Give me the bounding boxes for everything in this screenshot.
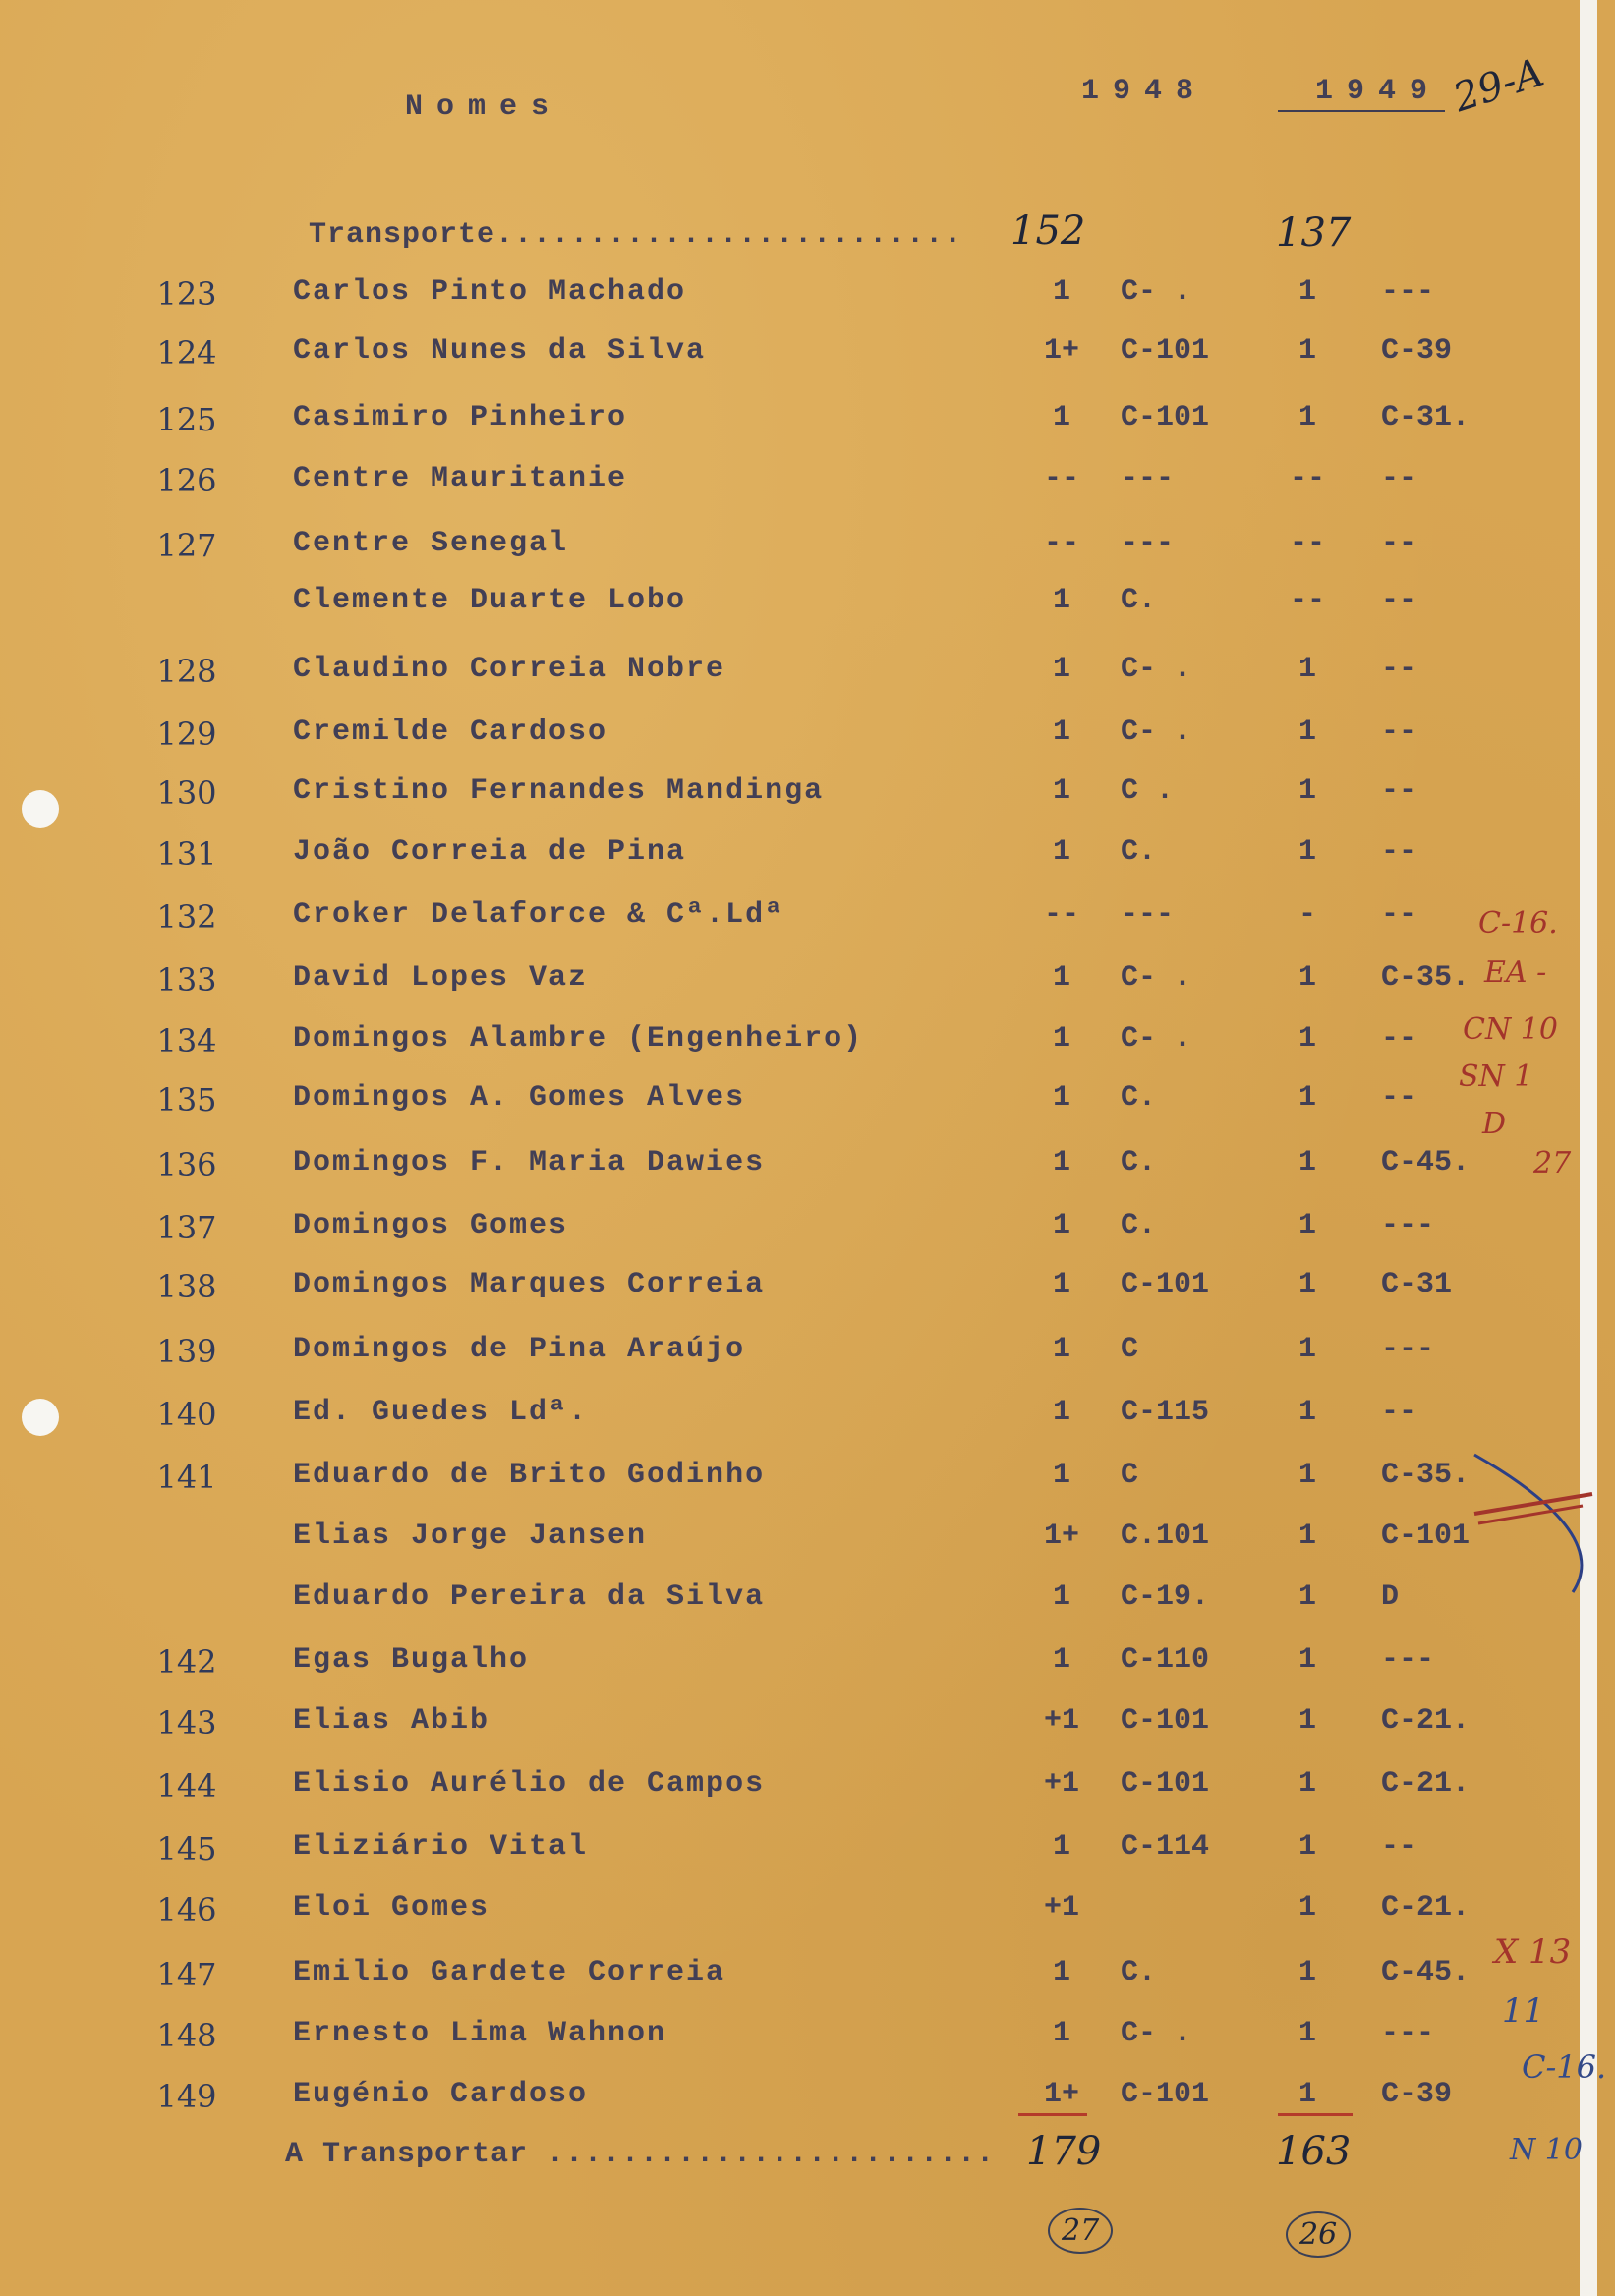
code-1948: C. (1121, 1081, 1157, 1115)
code-1948: C. (1121, 1209, 1157, 1242)
count-1949: 1 (1298, 275, 1316, 309)
code-1948: C-115 (1121, 1396, 1210, 1429)
code-1948: C-101 (1121, 2078, 1210, 2111)
count-1949: 1 (1298, 401, 1316, 434)
code-1949: C-35. (1381, 1459, 1471, 1492)
code-1949: --- (1381, 1333, 1435, 1366)
entry-number: 124 (156, 334, 217, 372)
count-1949: 1 (1298, 716, 1316, 749)
entry-number: 134 (156, 1022, 217, 1060)
count-1949: 1 (1298, 1830, 1316, 1864)
count-1949: 1 (1298, 1459, 1316, 1492)
count-1948: 1 (1052, 1268, 1070, 1301)
count-1948: 1 (1052, 1209, 1070, 1242)
code-1949: C-31 (1381, 1268, 1453, 1301)
entry-number: 123 (156, 275, 217, 313)
entry-name: Clemente Duarte Lobo (293, 584, 687, 617)
code-1948: C- . (1121, 716, 1192, 749)
margin-note-7: X 13 (1494, 1932, 1572, 1972)
count-1948: 1 (1052, 1830, 1070, 1864)
entry-name: Ernesto Lima Wahnon (293, 2017, 667, 2050)
entry-name: Egas Bugalho (293, 1643, 530, 1677)
count-1948: 1 (1052, 961, 1070, 995)
count-1949: 1 (1298, 653, 1316, 686)
count-1949: -- (1289, 527, 1325, 560)
entry-name: Croker Delaforce & Cª.Ldª (293, 898, 785, 932)
code-1948: C- . (1121, 275, 1192, 309)
code-1948: C-110 (1121, 1643, 1210, 1677)
code-1949: D (1381, 1580, 1400, 1614)
code-1949: C-45. (1381, 1956, 1471, 1989)
count-1949: 1 (1298, 1704, 1316, 1738)
entry-number: 129 (156, 716, 217, 753)
entry-name: Carlos Nunes da Silva (293, 334, 707, 368)
entry-name: Elias Jorge Jansen (293, 1520, 648, 1553)
entry-number: 130 (156, 775, 217, 812)
entry-name: Carlos Pinto Machado (293, 275, 687, 309)
count-1949: 1 (1298, 961, 1316, 995)
code-1948: C-114 (1121, 1830, 1210, 1864)
entry-name: João Correia de Pina (293, 835, 687, 869)
count-1949: 1 (1298, 334, 1316, 368)
count-1948: -- (1043, 462, 1079, 495)
count-1949: 1 (1298, 1022, 1316, 1056)
count-1948: -- (1043, 527, 1079, 560)
entry-number: 143 (156, 1704, 217, 1742)
code-1949: C-101 (1381, 1520, 1471, 1553)
entry-number: 136 (156, 1146, 217, 1183)
code-1949: -- (1381, 716, 1417, 749)
count-1949: - (1298, 898, 1316, 932)
entry-number: 145 (156, 1830, 217, 1867)
code-1949: -- (1381, 584, 1417, 617)
entry-name: Domingos Marques Correia (293, 1268, 766, 1301)
page-mark-2: 26 (1286, 2211, 1351, 2258)
entry-name: Casimiro Pinheiro (293, 401, 628, 434)
count-1949: 1 (1298, 1643, 1316, 1677)
entry-name: Domingos A. Gomes Alves (293, 1081, 746, 1115)
count-1948: 1 (1052, 1022, 1070, 1056)
count-1948: 1 (1052, 1333, 1070, 1366)
entry-name: Elias Abib (293, 1704, 490, 1738)
entry-number: 127 (156, 527, 217, 564)
margin-note-10: N 10 (1510, 2133, 1583, 2167)
count-1948: 1 (1052, 401, 1070, 434)
entry-name: David Lopes Vaz (293, 961, 589, 995)
entry-name: Domingos F. Maria Dawies (293, 1146, 766, 1179)
entry-number: 146 (156, 1891, 217, 1928)
entry-number: 140 (156, 1396, 217, 1433)
entry-name: Cristino Fernandes Mandinga (293, 775, 825, 808)
code-1949: -- (1381, 1396, 1417, 1429)
count-1949: 1 (1298, 1333, 1316, 1366)
code-1948: C. (1121, 584, 1157, 617)
margin-note-3: CN 10 (1463, 1012, 1558, 1047)
entry-name: Elisio Aurélio de Campos (293, 1767, 766, 1801)
code-1949: C-21. (1381, 1767, 1471, 1801)
count-1948: +1 (1043, 1891, 1079, 1924)
code-1948: --- (1121, 898, 1175, 932)
code-1949: -- (1381, 462, 1417, 495)
code-1949: C-45. (1381, 1146, 1471, 1179)
entry-number: 142 (156, 1643, 217, 1681)
entry-number: 144 (156, 1767, 217, 1805)
entry-number: 126 (156, 462, 217, 499)
code-1948: C- . (1121, 1022, 1192, 1056)
code-1949: -- (1381, 1081, 1417, 1115)
count-1948: 1 (1052, 1956, 1070, 1989)
count-1948: 1 (1052, 653, 1070, 686)
count-1948: 1 (1052, 1146, 1070, 1179)
count-1949: 1 (1298, 835, 1316, 869)
entry-number: 125 (156, 401, 217, 438)
entry-number: 138 (156, 1268, 217, 1305)
code-1949: --- (1381, 275, 1435, 309)
code-1949: -- (1381, 775, 1417, 808)
margin-note-6: 27 (1533, 1146, 1572, 1180)
code-1948: --- (1121, 527, 1175, 560)
code-1948: C-101 (1121, 401, 1210, 434)
code-1948: C. (1121, 835, 1157, 869)
code-1949: C-39 (1381, 334, 1453, 368)
count-1949: -- (1289, 584, 1325, 617)
entry-number: 148 (156, 2017, 217, 2054)
code-1949: -- (1381, 898, 1417, 932)
entry-name: Emilio Gardete Correia (293, 1956, 726, 1989)
count-1948: 1 (1052, 1580, 1070, 1614)
code-1948: C-101 (1121, 1704, 1210, 1738)
count-1948: 1 (1052, 584, 1070, 617)
code-1949: -- (1381, 1022, 1417, 1056)
code-1949: C-21. (1381, 1891, 1471, 1924)
count-1949: 1 (1298, 1956, 1316, 1989)
header-year-1949: 1949 (1315, 75, 1442, 108)
count-1948: 1 (1052, 2017, 1070, 2050)
code-1948: C- . (1121, 2017, 1192, 2050)
count-1948: 1+ (1043, 334, 1079, 368)
code-1949: C-21. (1381, 1704, 1471, 1738)
margin-note-2: EA - (1484, 955, 1547, 990)
code-1949: C-39 (1381, 2078, 1453, 2111)
count-1948: 1 (1052, 775, 1070, 808)
count-1949: 1 (1298, 1268, 1316, 1301)
margin-note-9: C-16. (1522, 2048, 1607, 2086)
entry-name: Centre Senegal (293, 527, 569, 560)
code-1948: C. (1121, 1956, 1157, 1989)
count-1948: 1+ (1043, 1520, 1079, 1553)
code-1949: -- (1381, 653, 1417, 686)
code-1948: C-101 (1121, 334, 1210, 368)
corner-note: 29-A (1448, 49, 1550, 122)
entry-number: 147 (156, 1956, 217, 1993)
code-1948: C . (1121, 775, 1175, 808)
code-1949: --- (1381, 1209, 1435, 1242)
margin-note-5: D (1482, 1107, 1507, 1141)
count-1949: 1 (1298, 775, 1316, 808)
code-1949: --- (1381, 1643, 1435, 1677)
entry-name: Ed. Guedes Ldª. (293, 1396, 589, 1429)
count-1948: 1 (1052, 275, 1070, 309)
code-1949: -- (1381, 835, 1417, 869)
code-1949: --- (1381, 2017, 1435, 2050)
entry-number: 133 (156, 961, 217, 999)
entry-number: 141 (156, 1459, 217, 1496)
entry-name: Cremilde Cardoso (293, 716, 608, 749)
transport-total-1948: 152 (1010, 208, 1086, 254)
count-1948: 1 (1052, 1396, 1070, 1429)
count-1948: 1 (1052, 1081, 1070, 1115)
code-1948: C (1121, 1459, 1139, 1492)
code-1949: C-31. (1381, 401, 1471, 434)
entry-number: 139 (156, 1333, 217, 1370)
code-1948: C- . (1121, 653, 1192, 686)
count-1948: +1 (1043, 1767, 1079, 1801)
footer-label: A Transportar ........................ (285, 2138, 996, 2171)
entry-number: 131 (156, 835, 217, 873)
count-1949: 1 (1298, 1396, 1316, 1429)
count-1949: -- (1289, 462, 1325, 495)
code-1948: C-19. (1121, 1580, 1210, 1614)
header-year-1948: 1948 (1081, 75, 1208, 108)
count-1948: 1 (1052, 1643, 1070, 1677)
footer-total-1949: 163 (1276, 2129, 1352, 2174)
entry-name: Eliziário Vital (293, 1830, 589, 1864)
count-1949: 1 (1298, 1580, 1316, 1614)
entry-number: 132 (156, 898, 217, 936)
entry-name: Domingos Alambre (Engenheiro) (293, 1022, 864, 1056)
count-1949: 1 (1298, 2017, 1316, 2050)
count-1949: 1 (1298, 1891, 1316, 1924)
page-mark-1: 27 (1048, 2208, 1113, 2254)
margin-note-4: SN 1 (1459, 1060, 1533, 1094)
entry-number: 128 (156, 653, 217, 690)
transport-label: Transporte......................... (309, 218, 963, 252)
code-1949: C-35. (1381, 961, 1471, 995)
code-1948: C.101 (1121, 1520, 1210, 1553)
margin-note-1: C-16. (1478, 906, 1558, 941)
code-1948: C-101 (1121, 1767, 1210, 1801)
header-names: Nomes (405, 90, 563, 124)
count-1949: 1 (1298, 2078, 1316, 2111)
footer-total-1948: 179 (1026, 2129, 1102, 2174)
entry-number: 135 (156, 1081, 217, 1119)
count-1948: 1 (1052, 716, 1070, 749)
entry-name: Claudino Correia Nobre (293, 653, 726, 686)
count-1948: -- (1043, 898, 1079, 932)
count-1949: 1 (1298, 1146, 1316, 1179)
margin-note-8: 11 (1502, 1991, 1545, 2031)
entry-name: Eduardo de Brito Godinho (293, 1459, 766, 1492)
code-1949: -- (1381, 1830, 1417, 1864)
count-1949: 1 (1298, 1081, 1316, 1115)
code-1948: C. (1121, 1146, 1157, 1179)
count-1948: 1+ (1043, 2078, 1079, 2111)
code-1949: -- (1381, 527, 1417, 560)
entry-name: Centre Mauritanie (293, 462, 628, 495)
count-1948: +1 (1043, 1704, 1079, 1738)
count-1948: 1 (1052, 835, 1070, 869)
code-1948: --- (1121, 462, 1175, 495)
code-1948: C-101 (1121, 1268, 1210, 1301)
entry-number: 137 (156, 1209, 217, 1246)
code-1948: C- . (1121, 961, 1192, 995)
entry-name: Eduardo Pereira da Silva (293, 1580, 766, 1614)
code-1948: C (1121, 1333, 1139, 1366)
entry-name: Domingos Gomes (293, 1209, 569, 1242)
entry-name: Eloi Gomes (293, 1891, 490, 1924)
entry-name: Eugénio Cardoso (293, 2078, 589, 2111)
count-1948: 1 (1052, 1459, 1070, 1492)
count-1949: 1 (1298, 1209, 1316, 1242)
transport-total-1949: 137 (1276, 210, 1352, 256)
count-1949: 1 (1298, 1520, 1316, 1553)
entry-name: Domingos de Pina Araújo (293, 1333, 746, 1366)
count-1949: 1 (1298, 1767, 1316, 1801)
entry-number: 149 (156, 2078, 217, 2115)
